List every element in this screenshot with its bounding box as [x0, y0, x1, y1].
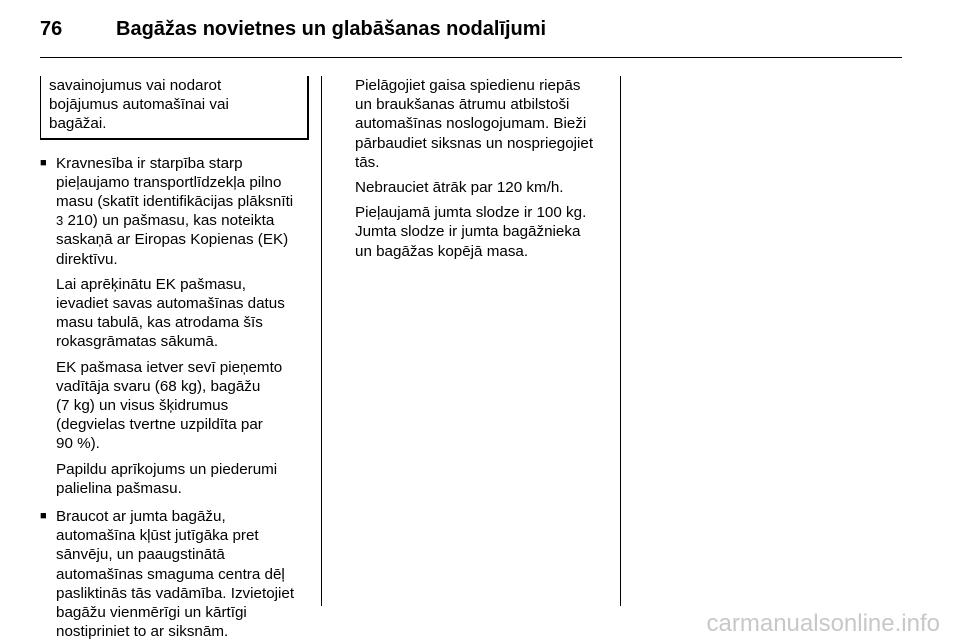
- paragraph-speed-limit: [355, 178, 607, 197]
- text-line: masu tabulā, kas atrodama šīs: [56, 314, 263, 332]
- text-line: Jumta slodze ir jumta bagāžnieka: [355, 223, 581, 241]
- text-line: EK pašmasa ietver sevī pieņemto: [56, 358, 283, 376]
- paragraph-tyre-pressure: [355, 76, 607, 172]
- text-line: automašīnas noslogojumam. Bieži: [355, 115, 587, 133]
- warning-line: bojājumus automašīnai vai: [49, 96, 229, 114]
- right-column: [355, 76, 607, 261]
- bullet-payload: [40, 154, 306, 269]
- text-line: saskaņā ar Eiropas Kopienas (EK): [56, 231, 289, 249]
- warning-line: savainojumus vai nodarot: [49, 77, 222, 94]
- text-line: automašīnas smaguma centra dēļ: [56, 565, 285, 583]
- page-number: 76: [40, 18, 63, 40]
- watermark: carmanualsonline.info: [706, 610, 940, 637]
- paragraph-calc: [40, 275, 306, 352]
- bullet-roof-load: [40, 507, 306, 641]
- text-line: palielina pašmasu.: [56, 479, 182, 497]
- text-line: bagāžu vienmērīgi un kārtīgi: [56, 604, 247, 622]
- text-line: automašīna kļūst jutīgāka pret: [56, 527, 259, 545]
- text-line: pasliktinās tās vadāmība. Izvietojiet: [56, 584, 295, 602]
- text-line: (7 kg) un visus šķidrumus: [56, 397, 229, 415]
- text-line: ievadiet savas automašīnas datus: [56, 295, 285, 313]
- text-line: Pielāgojiet gaisa spiedienu riepās: [355, 77, 581, 94]
- text-line: Papildu aprīkojums un piederumi: [56, 460, 278, 478]
- column-divider-right: [620, 76, 621, 606]
- text-line: un bagāžas kopējā masa.: [355, 242, 529, 260]
- text-line: (degvielas tvertne uzpildīta par: [56, 416, 263, 434]
- paragraph-accessories: [40, 460, 306, 498]
- text-line: [56, 211, 306, 230]
- text-line: 90 %).: [56, 435, 100, 453]
- text-line: masu (skatīt identifikācijas plāksnīti: [56, 193, 294, 211]
- page-reference-icon: 3: [56, 213, 64, 229]
- left-column: [40, 76, 306, 641]
- text-line: un braukšanas ātrumu atbilstoši: [355, 96, 570, 114]
- text-line: vadītāja svaru (68 kg), bagāžu: [56, 377, 261, 395]
- text-line: tās.: [355, 153, 380, 171]
- column-divider-left: [321, 76, 322, 606]
- text-line-ref: 210) un pašmasu, kas noteikta: [67, 212, 275, 230]
- paragraph-curb-weight: [40, 358, 306, 454]
- text-line: Kravnesība ir starpība starp: [56, 154, 243, 172]
- text-line: rokasgrāmatas sākumā.: [56, 333, 219, 351]
- bullet-square-icon: ■: [40, 510, 47, 523]
- warning-line: bagāžai.: [49, 115, 107, 133]
- page-title: Bagāžas novietnes un glabāšanas nodalījumi: [116, 18, 547, 40]
- text-line: Pieļaujamā jumta slodze ir 100 kg.: [355, 204, 587, 222]
- text-line: Lai aprēķinātu EK pašmasu,: [56, 275, 246, 293]
- text-line: pārbaudiet siksnas un nospriegojiet: [355, 134, 594, 152]
- text-line: direktīvu.: [56, 250, 118, 268]
- warning-box: [40, 76, 309, 140]
- text-line: Nebrauciet ātrāk par 120 km/h.: [355, 179, 564, 197]
- text-line: sānvēju, un paaugstinātā: [56, 546, 225, 564]
- bullet-square-icon: ■: [40, 156, 47, 169]
- text-line: nostipriniet to ar siksnām.: [56, 623, 229, 641]
- text-line: pieļaujamo transportlīdzekļa pilno: [56, 173, 282, 191]
- text-line: Braucot ar jumta bagāžu,: [56, 508, 226, 526]
- header-divider: [40, 57, 902, 58]
- paragraph-roof-load-limit: [355, 203, 607, 261]
